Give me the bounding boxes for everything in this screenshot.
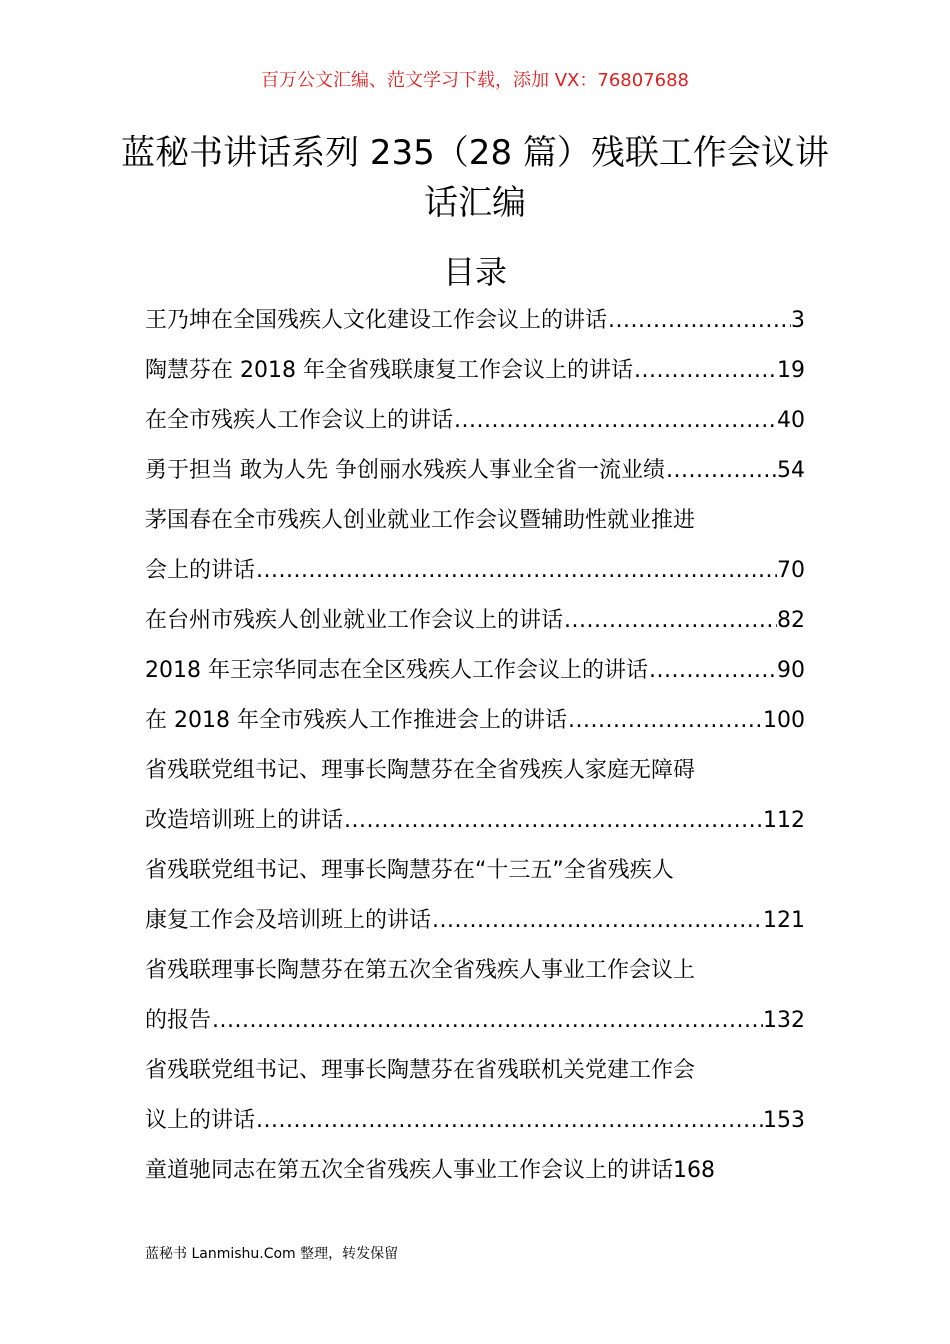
toc-leader-dots: [453, 396, 777, 446]
toc-leader-dots: [431, 896, 763, 946]
document-title: 蓝秘书讲话系列 235（28 篇）残联工作会议讲话汇编: [121, 133, 829, 223]
toc-page-number: 70: [777, 558, 805, 583]
toc-entry-first-line[interactable]: [145, 846, 805, 896]
toc-page-number: 90: [777, 658, 805, 683]
toc-leader-dots: [211, 996, 763, 1046]
toc-entry-first-line[interactable]: [145, 496, 805, 546]
toc-entry-title: 童道驰同志在第五次全省残疾人事业工作会议上的讲话: [145, 1158, 674, 1183]
toc-page-number: 82: [777, 608, 805, 633]
toc-entry-title: 省残联党组书记、理事长陶慧芬在全省残疾人家庭无障碍: [145, 758, 696, 783]
toc-entry[interactable]: [145, 996, 805, 1046]
toc-page-number: 40: [777, 408, 805, 433]
toc-page-number: 112: [763, 808, 805, 833]
toc-entry-title: 议上的讲话: [145, 1108, 256, 1133]
toc-entry[interactable]: [145, 1146, 805, 1196]
toc-entry-title: 在台州市残疾人创业就业工作会议上的讲话: [145, 608, 564, 633]
toc-entry[interactable]: [145, 896, 805, 946]
toc-leader-dots: [665, 446, 777, 496]
toc-page-number: 100: [763, 708, 805, 733]
toc-page-number: 132: [763, 1008, 805, 1033]
toc-entry[interactable]: [145, 396, 805, 446]
toc-entry-title: 王乃坤在全国残疾人文化建设工作会议上的讲话: [145, 308, 608, 333]
toc-leader-dots: [343, 796, 763, 846]
toc-entry[interactable]: [145, 1096, 805, 1146]
toc-leader-dots: [255, 546, 777, 596]
table-of-contents: [145, 296, 805, 1196]
toc-leader-dots: [567, 696, 763, 746]
toc-page-number: 19: [777, 358, 805, 383]
toc-page-number: 54: [777, 458, 805, 483]
toc-entry-title: 勇于担当 敢为人先 争创丽水残疾人事业全省一流业绩: [145, 458, 665, 483]
toc-entry-title: 在全市残疾人工作会议上的讲话: [145, 408, 454, 433]
toc-entry-title: 改造培训班上的讲话: [145, 808, 344, 833]
toc-entry[interactable]: [145, 646, 805, 696]
toc-entry-title: 省残联党组书记、理事长陶慧芬在省残联机关党建工作会: [145, 1058, 696, 1083]
toc-entry[interactable]: [145, 296, 805, 346]
footer-note: 蓝秘书 Lanmishu.Com 整理，转发保留: [145, 1246, 399, 1262]
toc-leader-dots: [255, 1096, 763, 1146]
toc-entry-title: 茅国春在全市残疾人创业就业工作会议暨辅助性就业推进: [145, 508, 696, 533]
toc-entry[interactable]: [145, 546, 805, 596]
toc-entry-first-line[interactable]: [145, 946, 805, 996]
promo-banner: 百万公文汇编、范文学习下载，添加 VX：76807688: [261, 70, 689, 91]
toc-leader-dots: [633, 346, 777, 396]
toc-entry-title: 康复工作会及培训班上的讲话: [145, 908, 432, 933]
toc-heading: 目录: [442, 253, 507, 291]
toc-page-number: 121: [763, 908, 805, 933]
toc-entry[interactable]: [145, 346, 805, 396]
toc-entry-title: 的报告: [145, 1008, 212, 1033]
toc-entry-title: 会上的讲话: [145, 558, 256, 583]
toc-leader-dots: [607, 296, 791, 346]
toc-entry-first-line[interactable]: [145, 746, 805, 796]
toc-entry-title: 2018 年王宗华同志在全区残疾人工作会议上的讲话: [145, 658, 648, 683]
toc-entry-title: 陶慧芬在 2018 年全省残联康复工作会议上的讲话: [145, 358, 633, 383]
toc-page-number: 168: [673, 1158, 716, 1183]
toc-entry[interactable]: [145, 696, 805, 746]
toc-page-number: 3: [791, 308, 805, 333]
toc-leader-dots: [648, 646, 777, 696]
toc-entry-title: 在 2018 年全市残疾人工作推进会上的讲话: [145, 708, 567, 733]
toc-entry-first-line[interactable]: [145, 1046, 805, 1096]
toc-entry[interactable]: [145, 446, 805, 496]
toc-entry-title: 省残联党组书记、理事长陶慧芬在“十三五”全省残疾人: [145, 858, 674, 883]
toc-entry[interactable]: [145, 796, 805, 846]
toc-leader-dots: [563, 596, 777, 646]
toc-page-number: 153: [763, 1108, 805, 1133]
toc-entry-title: 省残联理事长陶慧芬在第五次全省残疾人事业工作会议上: [145, 958, 696, 983]
toc-entry[interactable]: [145, 596, 805, 646]
